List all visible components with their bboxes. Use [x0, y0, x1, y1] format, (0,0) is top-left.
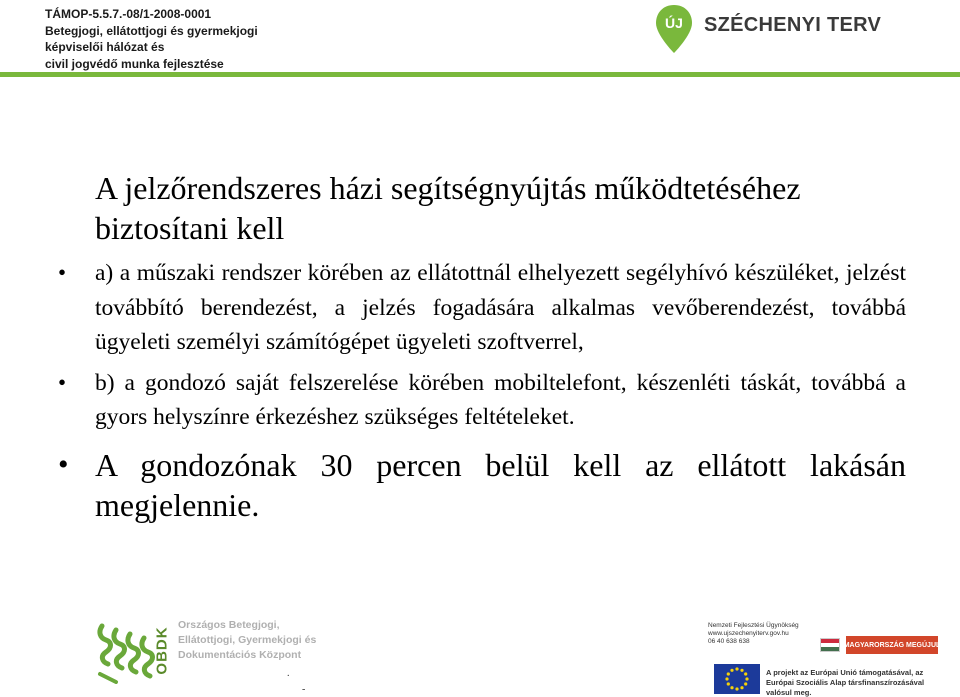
nfu-name: Nemzeti Fejlesztési Ügynökség: [708, 622, 799, 629]
nfu-site: www.ujszechenyiterv.gov.hu: [708, 630, 789, 637]
stray-mark: .: [287, 668, 290, 679]
nfu-phone: 06 40 638 638: [708, 638, 750, 645]
slide-title: A jelzőrendszeres házi segítségnyújtás működtetéséhez biztosítani kell: [95, 170, 801, 246]
bullet-item-a: [58, 256, 906, 360]
brand-pin-label: ÚJ: [665, 15, 683, 31]
project-code: TÁMOP-5.5.7.-08/1-2008-0001: [45, 7, 212, 21]
header-divider: [0, 72, 960, 77]
bullet-list: [58, 256, 906, 526]
project-title-line-2: képviselői hálózat és: [45, 40, 165, 54]
project-title-line-1: Betegjogi, ellátottjogi és gyermekjogi: [45, 23, 258, 38]
szechenyi-terv-logo: [654, 3, 881, 55]
eu-flag-icon: [714, 664, 760, 694]
brand-name: SZÉCHENYI TERV: [704, 13, 882, 36]
bullet-text: a) a műszaki rendszer körében az ellátottnál elhelyezett segélyhívó készüléket, jelzést továbbító berendezést, a jelzés fogadására alkalmas vevőberendezést, továbbá ügyeleti személyi számítógépet ügyeleti szoftverrel,: [95, 260, 906, 355]
nfu-info: [708, 622, 803, 646]
bullet-text: A gondozónak 30 percen belül kell az ellátott lakásán megjelennie.: [95, 446, 906, 523]
eu-funding-logos: [708, 620, 948, 697]
stray-mark: -: [302, 684, 306, 695]
obdk-name-line-1: Országos Betegjogi,: [178, 619, 280, 631]
obdk-name: [178, 618, 316, 663]
bullet-dot-icon: •: [58, 260, 67, 285]
project-identifier: [45, 6, 258, 72]
bullet-dot-icon: •: [58, 447, 69, 481]
project-title-line-3: civil jogvédő munka fejlesztése: [45, 56, 224, 71]
megujul-badge: MAGYARORSZÁG MEGÚJUL: [846, 636, 938, 654]
obdk-figures-icon: [96, 618, 158, 684]
bullet-text: b) a gondozó saját felszerelése körében mobiltelefont, készenléti táskát, továbbá a gyors helyszínre érkezéshez szükséges feltételeket.: [95, 369, 906, 430]
obdk-name-line-3: Dokumentációs Központ: [178, 649, 302, 661]
map-pin-icon: [654, 3, 694, 55]
hungarian-flag-icon: [820, 638, 840, 652]
bullet-item-b: [58, 366, 906, 435]
obdk-name-line-2: Ellátottjogi, Gyermekjogi és: [178, 634, 317, 646]
obdk-acronym: OBDK: [153, 626, 171, 675]
bullet-dot-icon: •: [58, 369, 67, 395]
bullet-item-deadline: [58, 445, 906, 526]
obdk-logo: [96, 618, 316, 684]
eu-funding-statement: A projekt az Európai Unió támogatásával, az Európai Szociális Alap társfinanszírozásával valósul meg.: [766, 668, 925, 697]
